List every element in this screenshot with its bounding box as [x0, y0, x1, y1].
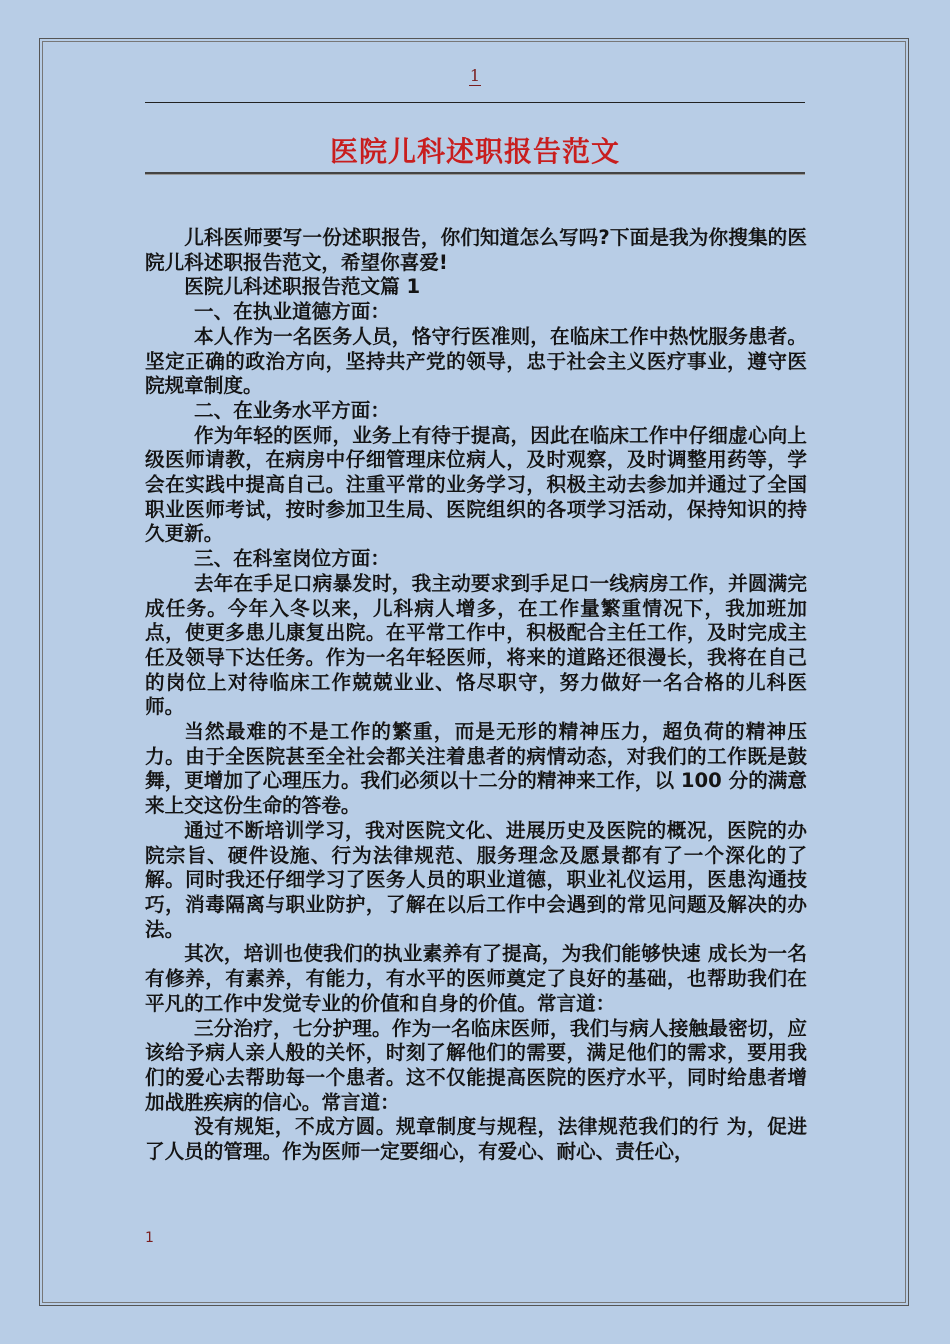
paragraph: 本人作为一名医务人员，恪守行医准则，在临床工作中热忱服务患者。坚定正确的政治方向，坚持共产党的领导，忠于社会主义医疗事业，遵守医院规章制度。 — [145, 324, 807, 398]
paragraph: 去年在手足口病暴发时，我主动要求到手足口一线病房工作，并圆满完成任务。今年入冬以来，儿科病人增多，在工作量繁重情况下，我加班加点，使更多患儿康复出院。在平常工作中，积极配合主任工作，及时完成主任及领导下达任务。作为一名年轻医师，将来的道路还很漫长，我将在自己的岗位上对待临床工作兢兢业业、恪尽职守，努力做好一名合格的儿科医师。 — [145, 571, 807, 719]
paragraph: 儿科医师要写一份述职报告，你们知道怎么写吗?下面是我为你搜集的医院儿科述职报告范文，希望你喜爱! — [145, 226, 807, 274]
footer-page-number: 1 — [145, 1230, 154, 1246]
paragraph: 其次，培训也使我们的执业素养有了提高，为我们能够快速 成长为一名有修养，有素养，有能力，有水平的医师奠定了良好的基础，也帮助我们在平凡的工作中发觉专业的价值和自身的价值。常言道： — [145, 942, 807, 1015]
paragraph: 一、在执业道德方面： — [194, 300, 390, 324]
paragraph: 通过不断培训学习，我对医院文化、进展历史及医院的概况，医院的办院宗旨、硬件设施、行为法律规范、服务理念及愿景都有了一个深化的了解。同时我还仔细学习了医务人员的职业道德，职业礼仪运用，医患沟通技巧，消毒隔离与职业防护，了解在以后工作中会遇到的常见问题及解决的办法。 — [145, 818, 807, 941]
paragraph: 作为年轻的医师，业务上有待于提高，因此在临床工作中仔细虚心向上级医师请教，在病房中仔细管理床位病人，及时观察，及时调整用药等，学会在实践中提高自己。注重平常的业务学习，积极主动去参加并通过了全国职业医师考试，按时参加卫生局、医院组织的各项学习活动，保持知识的持久更新。 — [145, 423, 807, 546]
paragraph: 二、在业务水平方面： — [194, 398, 390, 422]
header-rule — [145, 102, 805, 103]
document-body — [145, 226, 807, 1165]
paragraph: 医院儿科述职报告范文篇 1 — [184, 275, 421, 299]
header-page-number: 1 — [469, 66, 481, 85]
paragraph: 三、在科室岗位方面： — [194, 547, 390, 571]
title-rule — [145, 172, 805, 174]
paragraph: 当然最难的不是工作的繁重，而是无形的精神压力，超负荷的精神压力。由于全医院甚至全社会都关注着患者的病情动态，对我们的工作既是鼓舞，更增加了心理压力。我们必须以十二分的精神来工作，以 100 分的满意来上交这份生命的答卷。 — [145, 720, 807, 818]
document-title: 医院儿科述职报告范文 — [329, 135, 620, 168]
paragraph: 没有规矩，不成方圆。规章制度与规程，法律规范我们的行 为，促进了人员的管理。作为医师一定要细心，有爱心、耐心、责任心， — [145, 1115, 807, 1164]
paragraph: 三分治疗，七分护理。作为一名临床医师，我们与病人接触最密切，应该给予病人亲人般的关怀，时刻了解他们的需要，满足他们的需求，要用我们的爱心去帮助每一个患者。这不仅能提高医院的医疗水平，同时给患者增加战胜疾病的信心。常言道： — [145, 1016, 807, 1114]
